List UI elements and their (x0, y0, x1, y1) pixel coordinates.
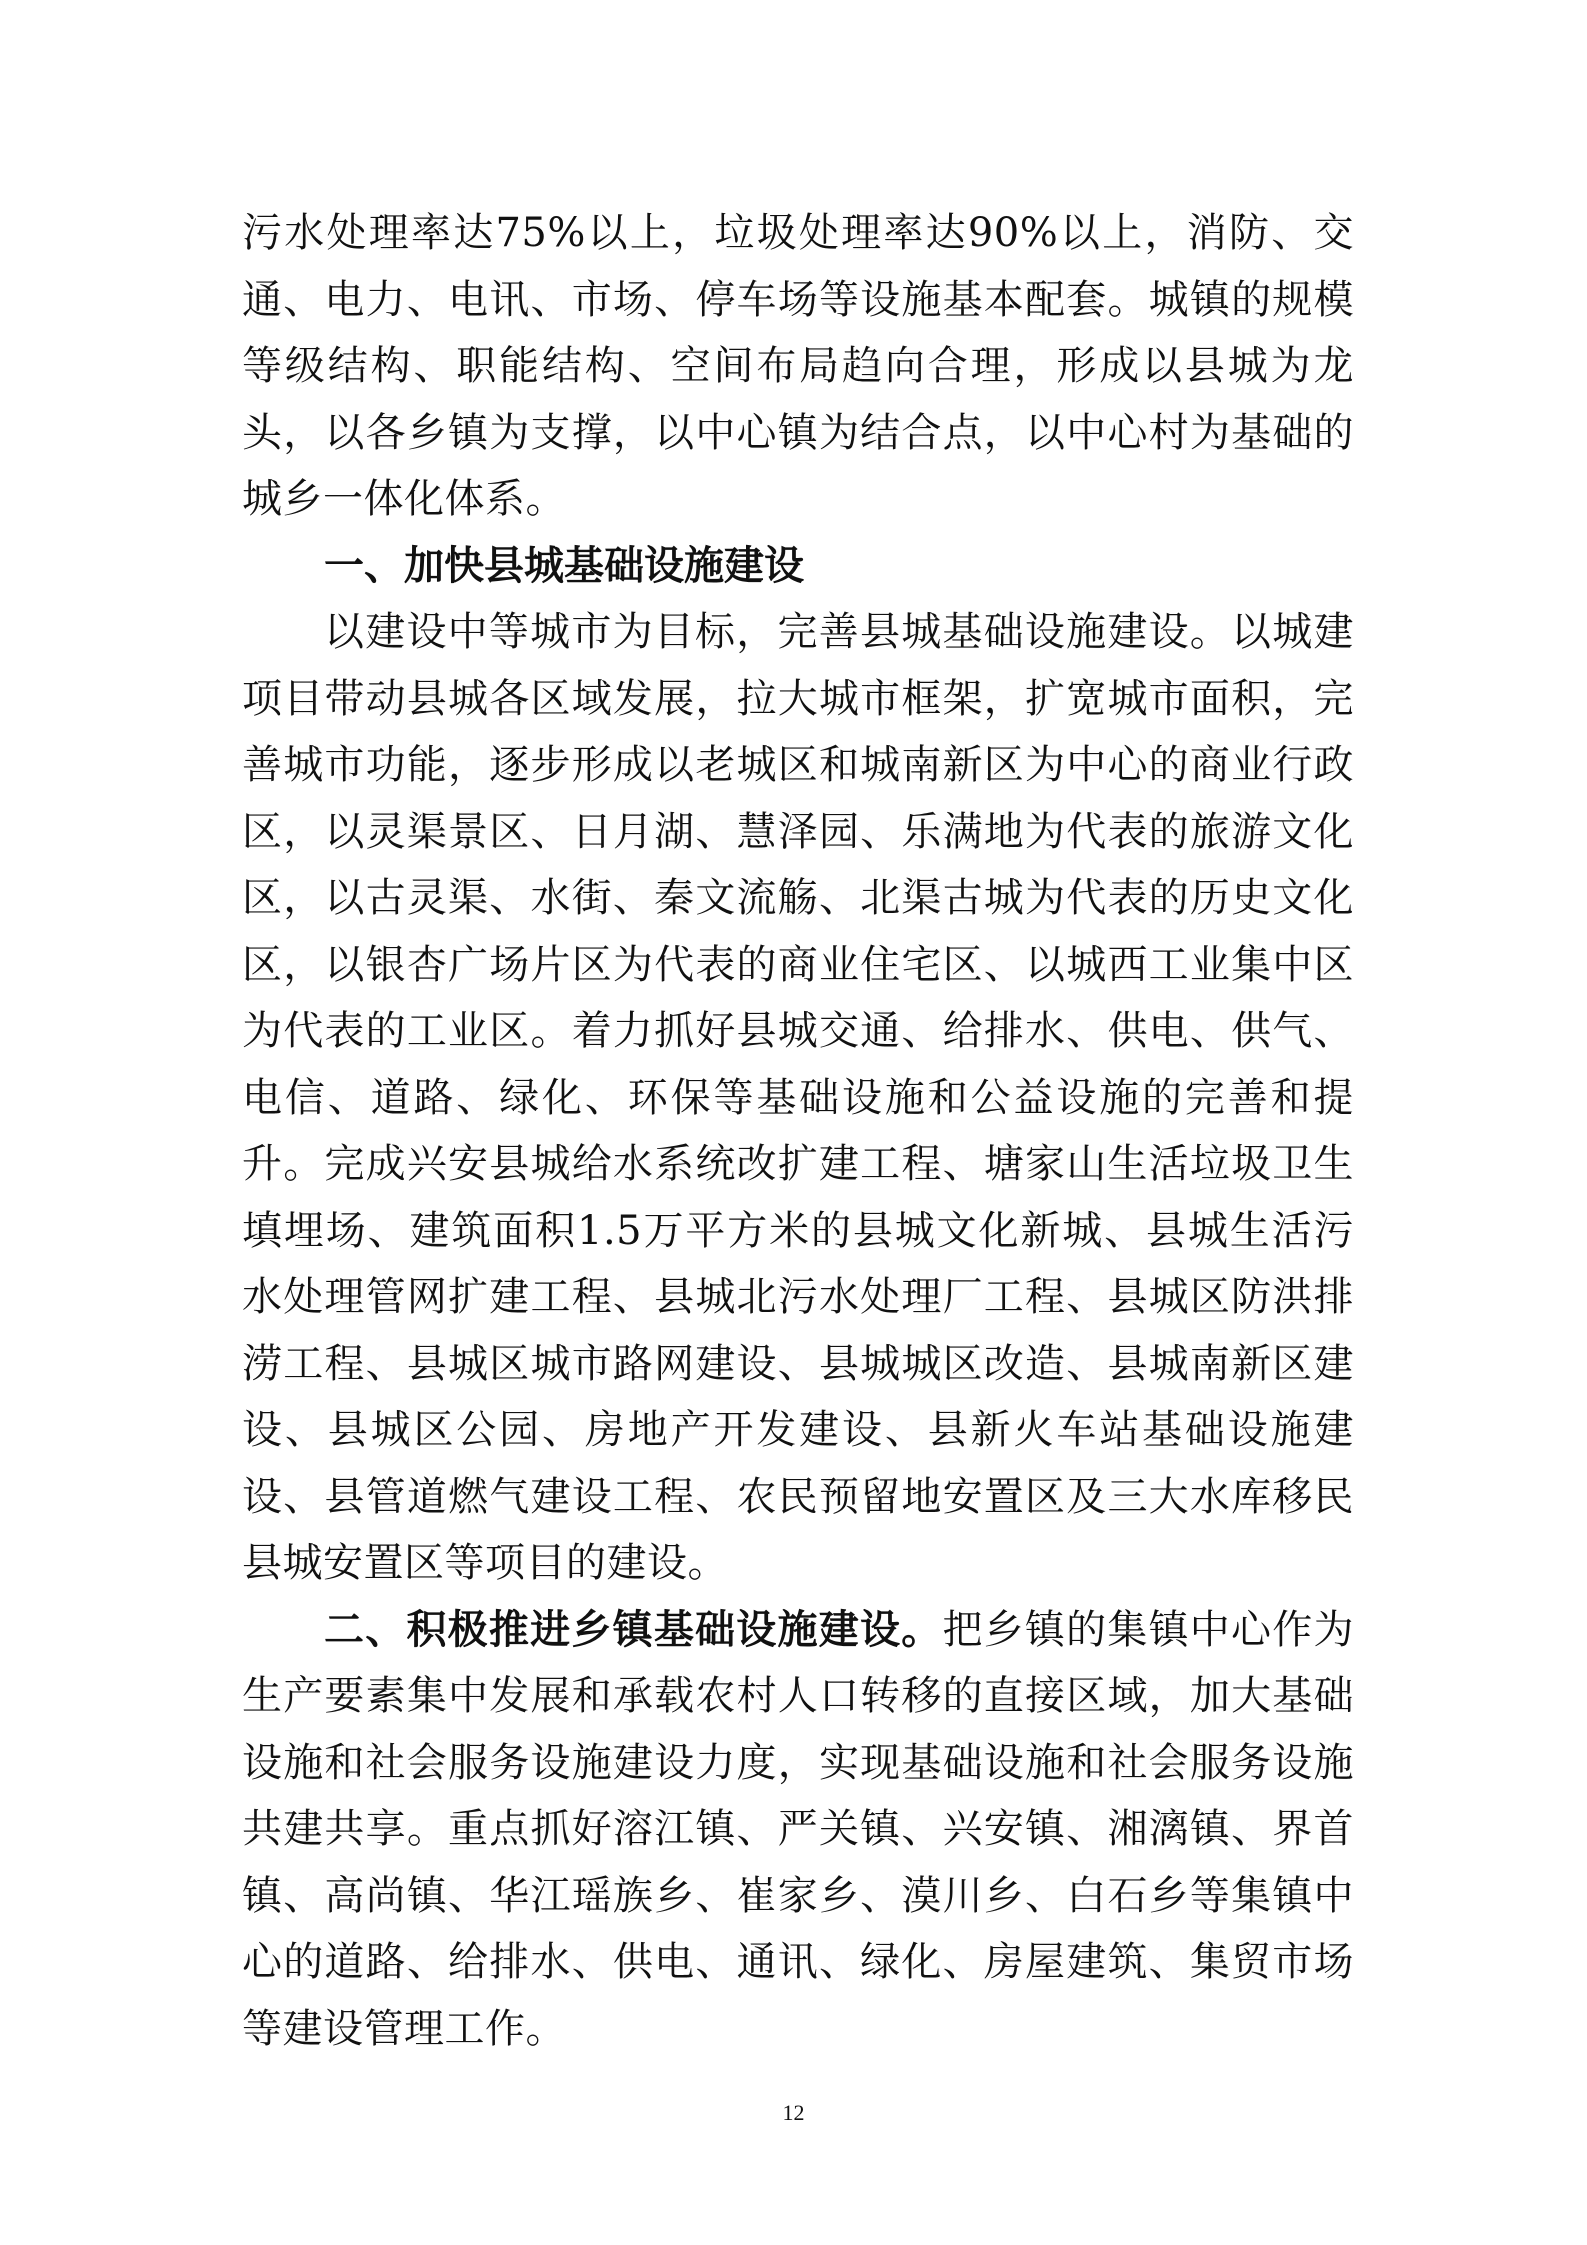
section-heading-township-infrastructure: 二、积极推进乡镇基础设施建设。 (324, 1606, 943, 1653)
page-number: 12 (782, 2100, 805, 2125)
section-heading-county-infrastructure: 一、加快县城基础设施建设 (324, 542, 804, 589)
section-body-county-infrastructure: 以建设中等城市为目标，完善县城基础设施建设。以城建项目带动县城各区域发展，拉大城市框架，扩宽城市面积，完善城市功能，逐步形成以老城区和城南新区为中心的商业行政区，以灵渠景区、日月湖、慧泽园、乐满地为代表的旅游文化区，以古灵渠、水街、秦文流觞、北渠古城为代表的历史文化区，以银杏广场片区为代表的商业住宅区、以城西工业集中区为代表的工业区。着力抓好县城交通、给排水、供电、供气、电信、道路、绿化、环保等基础设施和公益设施的完善和提升。完成兴安县城给水系统改扩建工程、塘家山生活垃圾卫生填埋场、建筑面积1.5万平方米的县城文化新城、县城生活污水处理管网扩建工程、县城北污水处理厂工程、县城区防洪排涝工程、县城区城市路网建设、县城城区改造、县城南新区建设、县城区公园、房地产开发建设、县新火车站基础设施建设、县管道燃气建设工程、农民预留地安置区及三大水库移民县城安置区等项目的建设。 (242, 609, 1354, 1586)
section-paragraph-township-infrastructure (242, 1597, 1354, 2063)
document-page (242, 200, 1354, 2062)
intro-paragraph: 污水处理率达75%以上，垃圾处理率达90%以上，消防、交通、电力、电讯、市场、停车场等设施基本配套。城镇的规模等级结构、职能结构、空间布局趋向合理，形成以县城为龙头，以各乡镇为支撑，以中心镇为结合点，以中心村为基础的城乡一体化体系。 (242, 210, 1354, 522)
section-body-township-infrastructure: 把乡镇的集镇中心作为生产要素集中发展和承载农村人口转移的直接区域，加大基础设施和社会服务设施建设力度，实现基础设施和社会服务设施共建共享。重点抓好溶江镇、严关镇、兴安镇、湘漓镇、界首镇、高尚镇、华江瑶族乡、崔家乡、漠川乡、白石乡等集镇中心的道路、给排水、供电、通讯、绿化、房屋建筑、集贸市场等建设管理工作。 (242, 1606, 1354, 2052)
